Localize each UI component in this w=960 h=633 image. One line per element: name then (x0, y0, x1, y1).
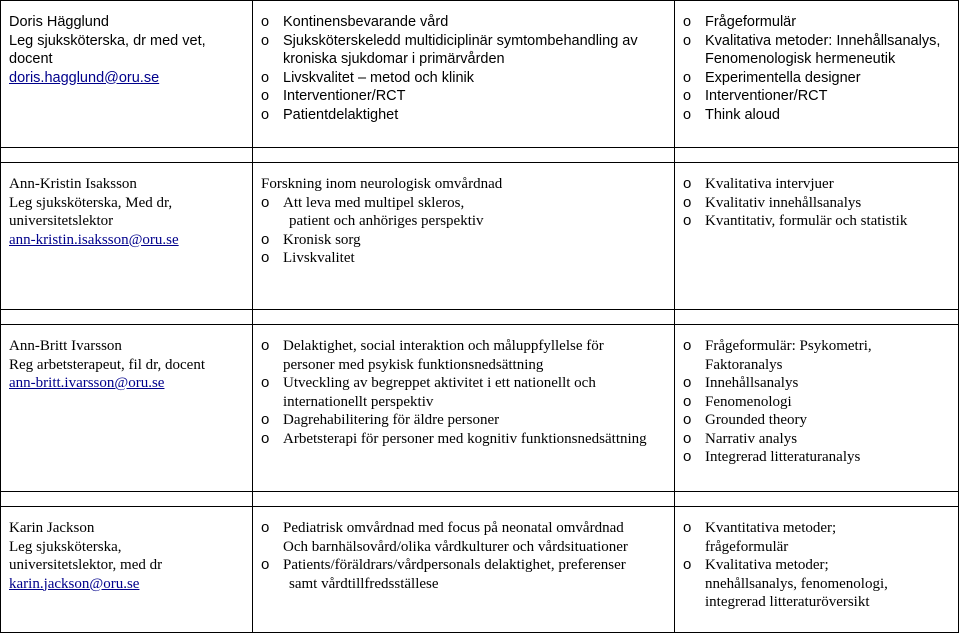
research-item-text: personer med psykisk funktionsnedsättning (283, 356, 544, 373)
method-item-text: frågeformulär (705, 538, 789, 555)
methods-list (683, 13, 950, 124)
research-item-text: o Arbetsterapi för personer med kognitiv funktionsnedsättning (283, 430, 647, 447)
research-item-text: kroniska sjukdomar i primärvården (283, 51, 505, 67)
research-item-text: patient och anhöriges perspektiv (289, 213, 484, 229)
method-item-text: o Kvantitativ, formulär och statistik (705, 213, 908, 229)
research-cell (253, 1, 675, 148)
method-item (683, 374, 950, 393)
method-item (683, 448, 950, 467)
research-item (261, 32, 666, 69)
research-item (261, 519, 666, 556)
research-item (261, 231, 666, 250)
method-item-text: o Kvalitativa metoder: Innehållsanalys, (705, 32, 941, 49)
research-list (261, 337, 666, 448)
person-name: Ann-Kristin Isaksson (9, 176, 137, 192)
method-item-text: o Kvalitativa metoder; (705, 557, 829, 573)
research-item (261, 69, 666, 88)
research-list (261, 519, 666, 593)
research-item (261, 374, 666, 411)
method-item-text: o Frågeformulär: Psykometri, (705, 338, 872, 354)
method-item-text: o Fenomenologi (705, 393, 792, 410)
research-item-text: Och barnhälsovård/olika vårdkulturer och vårdsituationer (283, 538, 628, 555)
person-cell (1, 325, 253, 492)
methods-list (683, 519, 950, 612)
person-title: Leg sjuksköterska, Med dr, (9, 194, 173, 211)
method-item-text: o Narrativ analys (705, 430, 798, 447)
research-item-text: o Patientdelaktighet (283, 106, 399, 123)
method-item (683, 212, 950, 231)
research-cell (253, 325, 675, 492)
research-cell (253, 507, 675, 633)
research-item-text: o Dagrehabilitering för äldre personer (283, 412, 500, 428)
research-item-text: o Att leva med multipel skleros, (283, 194, 465, 211)
method-item-text: integrerad litteraturöversikt (705, 594, 870, 610)
person-title: Leg sjuksköterska, (9, 538, 122, 555)
research-item-text: o Livskvalitet (283, 250, 355, 266)
research-item (261, 106, 666, 125)
method-item (683, 556, 950, 612)
methods-cell (675, 1, 959, 148)
email-link[interactable]: ann-britt.ivarsson@oru.se (9, 375, 165, 391)
person-cell (1, 507, 253, 633)
email-link[interactable]: ann-kristin.isaksson@oru.se (9, 231, 179, 248)
research-list (261, 194, 666, 268)
method-item (683, 337, 950, 374)
research-item (261, 411, 666, 430)
person-title: Reg arbetsterapeut, fil dr, docent (9, 356, 205, 373)
research-item (261, 337, 666, 374)
research-item-text: o Kronisk sorg (283, 231, 361, 248)
method-item-text: o Kvantitativa metoder; (705, 520, 837, 536)
research-item-text: o Kontinensbevarande vård (283, 14, 449, 30)
row-spacer (1, 492, 959, 507)
research-item (261, 249, 666, 268)
method-item (683, 194, 950, 213)
method-item (683, 13, 950, 32)
person-cell (1, 163, 253, 310)
person-title: docent (9, 51, 53, 67)
table-row (1, 325, 959, 492)
method-item (683, 519, 950, 556)
row-spacer (1, 148, 959, 163)
method-item-text: o Frågeformulär (705, 14, 797, 30)
table-row (1, 507, 959, 633)
method-item (683, 87, 950, 106)
research-item (261, 556, 666, 593)
method-item-text: o Think aloud (705, 106, 780, 123)
method-item (683, 69, 950, 88)
method-item-text: o Experimentella designer (705, 69, 861, 86)
method-item (683, 106, 950, 125)
method-item-text: o Interventioner/RCT (705, 88, 828, 104)
research-item-text: samt vårdtillfredsställese (289, 575, 439, 592)
research-list (261, 13, 666, 124)
method-item-text: o Kvalitativa intervjuer (705, 176, 834, 192)
method-item (683, 32, 950, 69)
research-item-text: o Utveckling av begreppet aktivitet i ett nationellt och (283, 375, 596, 391)
methods-cell (675, 163, 959, 310)
method-item-text: o Grounded theory (705, 412, 808, 428)
research-item-text: o Sjuksköterskeledd multidiciplinär symtombehandling av (283, 32, 638, 49)
person-name: Karin Jackson (9, 520, 95, 536)
research-item (261, 430, 666, 449)
method-item-text: o Integrerad litteraturanalys (705, 449, 861, 465)
research-cell (253, 163, 675, 310)
method-item (683, 411, 950, 430)
research-item-text: o Livskvalitet – metod och klinik (283, 69, 474, 86)
research-item (261, 194, 666, 231)
row-spacer (1, 310, 959, 325)
table-row (1, 1, 959, 148)
method-item-text: o Kvalitativ innehållsanalys (705, 194, 862, 211)
person-cell (1, 1, 253, 148)
methods-list (683, 175, 950, 231)
method-item-text: Fenomenologisk hermeneutik (705, 51, 896, 67)
research-item-text: internationellt perspektiv (283, 393, 434, 410)
method-item (683, 175, 950, 194)
table-row (1, 163, 959, 310)
research-item-text: o Delaktighet, social interaktion och måluppfyllelse för (283, 338, 604, 354)
email-link[interactable]: karin.jackson@oru.se (9, 575, 140, 592)
email-link[interactable]: doris.hagglund@oru.se (9, 69, 160, 86)
methods-list (683, 337, 950, 467)
research-item (261, 87, 666, 106)
method-item-text: o Innehållsanalys (705, 375, 799, 391)
research-item (261, 13, 666, 32)
methods-cell (675, 325, 959, 492)
research-heading: Forskning inom neurologisk omvårdnad (261, 176, 503, 192)
methods-cell (675, 507, 959, 633)
method-item-text: Faktoranalys (705, 356, 783, 373)
research-item-text: o Interventioner/RCT (283, 88, 406, 104)
person-name: Doris Hägglund (9, 14, 109, 30)
method-item (683, 393, 950, 412)
method-item-text: nnehållsanalys, fenomenologi, (705, 575, 888, 592)
person-title: universitetslektor (9, 213, 114, 229)
person-name: Ann-Britt Ivarsson (9, 338, 122, 354)
person-title: universitetslektor, med dr (9, 557, 163, 573)
research-item-text: o Pediatrisk omvårdnad med focus på neonatal omvårdnad (283, 520, 624, 536)
research-item-text: o Patients/föräldrars/vårdpersonals delaktighet, preferenser (283, 557, 626, 573)
method-item (683, 430, 950, 449)
person-title: Leg sjuksköterska, dr med vet, (9, 32, 206, 49)
